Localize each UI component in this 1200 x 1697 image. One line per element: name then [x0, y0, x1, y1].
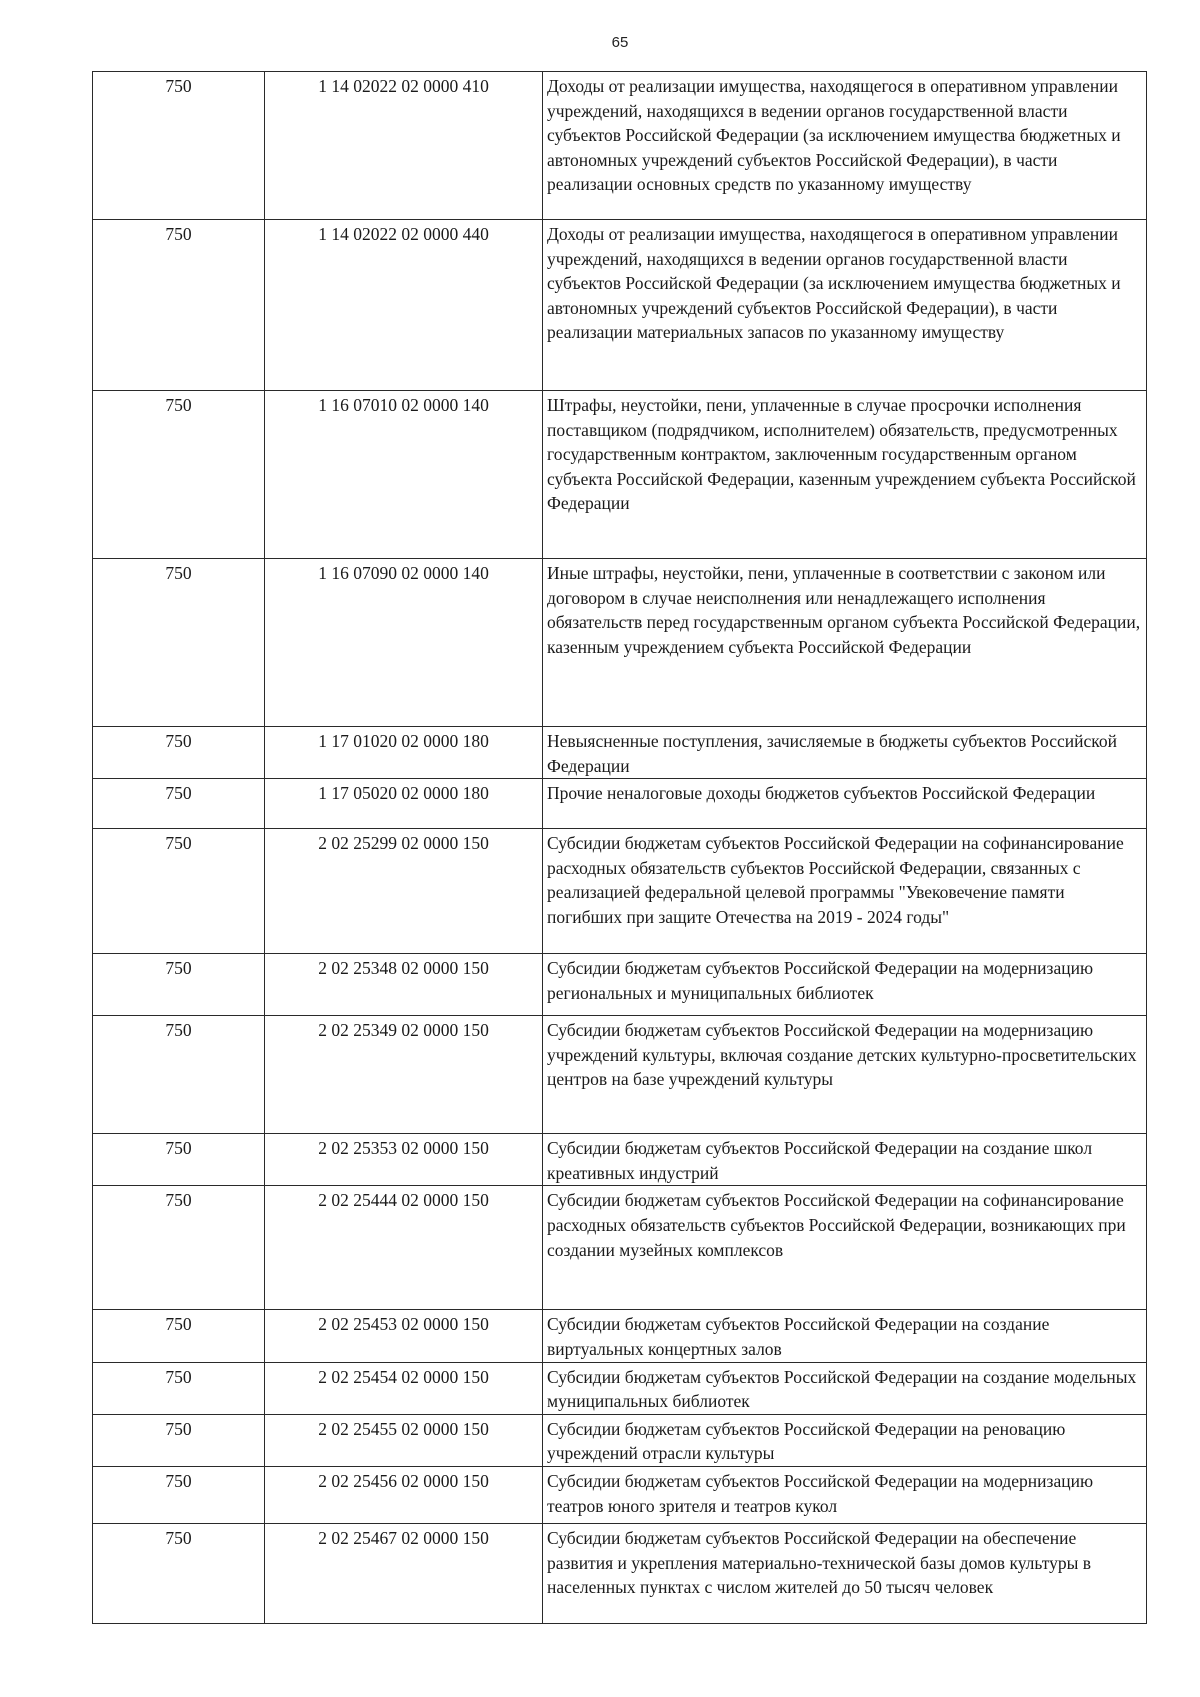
- table-row: [93, 1523, 1147, 1623]
- income-name-cell: Прочие неналоговые доходы бюджетов субъектов Российской Федерации: [543, 779, 1147, 829]
- budget-code-cell: 1 17 05020 02 0000 180: [265, 779, 543, 829]
- budget-code-cell: 2 02 25348 02 0000 150: [265, 954, 543, 1016]
- income-name-cell: Субсидии бюджетам субъектов Российской Федерации на софинансирование расходных обязательств субъектов Российской Федерации, связанных с реализацией федеральной целевой программы "Увековечение памяти погибших при защите Отечества на 2019 - 2024 годы": [543, 829, 1147, 954]
- admin-code-cell: 750: [93, 1186, 265, 1310]
- admin-code-cell: 750: [93, 779, 265, 829]
- income-name-cell: Иные штрафы, неустойки, пени, уплаченные в соответствии с законом или договором в случае неисполнения или ненадлежащего исполнения обязательств перед государственным органом субъекта Российской Федерации, казенным учреждением субъекта Российской Федерации: [543, 559, 1147, 727]
- income-name-cell: Субсидии бюджетам субъектов Российской Федерации на создание школ креативных индустрий: [543, 1134, 1147, 1186]
- budget-codes-table: [92, 71, 1147, 1624]
- income-name-cell: Штрафы, неустойки, пени, уплаченные в случае просрочки исполнения поставщиком (подрядчиком, исполнителем) обязательств, предусмотренных государственным контрактом, заключенным государственным органом субъекта Российской Федерации, казенным учреждением субъекта Российской Федерации: [543, 391, 1147, 559]
- budget-code-cell: 2 02 25453 02 0000 150: [265, 1310, 543, 1362]
- table-row: [93, 779, 1147, 829]
- table-row: [93, 1186, 1147, 1310]
- budget-code-cell: 2 02 25456 02 0000 150: [265, 1466, 543, 1523]
- admin-code-cell: 750: [93, 829, 265, 954]
- admin-code-cell: 750: [93, 727, 265, 779]
- table-row: [93, 1414, 1147, 1466]
- admin-code-cell: 750: [93, 220, 265, 391]
- page-number: 65: [611, 34, 629, 51]
- budget-code-cell: 1 16 07010 02 0000 140: [265, 391, 543, 559]
- admin-code-cell: 750: [93, 559, 265, 727]
- income-name-cell: Субсидии бюджетам субъектов Российской Федерации на модернизацию театров юного зрителя и театров кукол: [543, 1466, 1147, 1523]
- admin-code-cell: 750: [93, 72, 265, 220]
- admin-code-cell: 750: [93, 1134, 265, 1186]
- budget-code-cell: 1 14 02022 02 0000 410: [265, 72, 543, 220]
- table-row: [93, 220, 1147, 391]
- income-name-cell: Субсидии бюджетам субъектов Российской Федерации на модернизацию учреждений культуры, включая создание детских культурно-просветительских центров на базе учреждений культуры: [543, 1016, 1147, 1134]
- table-row: [93, 1016, 1147, 1134]
- income-name-cell: Субсидии бюджетам субъектов Российской Федерации на создание виртуальных концертных залов: [543, 1310, 1147, 1362]
- income-name-cell: Субсидии бюджетам субъектов Российской Федерации на обеспечение развития и укрепления материально-технической базы домов культуры в населенных пунктах с числом жителей до 50 тысяч человек: [543, 1523, 1147, 1623]
- admin-code-cell: 750: [93, 954, 265, 1016]
- admin-code-cell: 750: [93, 391, 265, 559]
- income-name-cell: Субсидии бюджетам субъектов Российской Федерации на софинансирование расходных обязательств субъектов Российской Федерации, возникающих при создании музейных комплексов: [543, 1186, 1147, 1310]
- budget-code-cell: 2 02 25349 02 0000 150: [265, 1016, 543, 1134]
- admin-code-cell: 750: [93, 1523, 265, 1623]
- table-row: [93, 954, 1147, 1016]
- income-name-cell: Невыясненные поступления, зачисляемые в бюджеты субъектов Российской Федерации: [543, 727, 1147, 779]
- admin-code-cell: 750: [93, 1414, 265, 1466]
- income-name-cell: Субсидии бюджетам субъектов Российской Федерации на создание модельных муниципальных библиотек: [543, 1362, 1147, 1414]
- budget-code-cell: 1 16 07090 02 0000 140: [265, 559, 543, 727]
- budget-code-cell: 2 02 25454 02 0000 150: [265, 1362, 543, 1414]
- budget-code-cell: 2 02 25467 02 0000 150: [265, 1523, 543, 1623]
- budget-code-cell: 2 02 25299 02 0000 150: [265, 829, 543, 954]
- income-name-cell: Субсидии бюджетам субъектов Российской Федерации на модернизацию региональных и муниципальных библиотек: [543, 954, 1147, 1016]
- table-row: [93, 1134, 1147, 1186]
- budget-code-cell: 1 17 01020 02 0000 180: [265, 727, 543, 779]
- table-row: [93, 1310, 1147, 1362]
- admin-code-cell: 750: [93, 1362, 265, 1414]
- table-row: [93, 1466, 1147, 1523]
- budget-code-cell: 2 02 25353 02 0000 150: [265, 1134, 543, 1186]
- budget-code-cell: 2 02 25444 02 0000 150: [265, 1186, 543, 1310]
- admin-code-cell: 750: [93, 1016, 265, 1134]
- table-row: [93, 391, 1147, 559]
- budget-code-cell: 1 14 02022 02 0000 440: [265, 220, 543, 391]
- admin-code-cell: 750: [93, 1466, 265, 1523]
- table-row: [93, 1362, 1147, 1414]
- table-row: [93, 559, 1147, 727]
- income-name-cell: Субсидии бюджетам субъектов Российской Федерации на реновацию учреждений отрасли культуры: [543, 1414, 1147, 1466]
- table-row: [93, 727, 1147, 779]
- income-name-cell: Доходы от реализации имущества, находящегося в оперативном управлении учреждений, находящихся в ведении органов государственной власти субъектов Российской Федерации (за исключением имущества бюджетных и автономных учреждений субъектов Российской Федерации), в части реализации основных средств по указанному имуществу: [543, 72, 1147, 220]
- budget-code-cell: 2 02 25455 02 0000 150: [265, 1414, 543, 1466]
- table-row: [93, 72, 1147, 220]
- admin-code-cell: 750: [93, 1310, 265, 1362]
- table-row: [93, 829, 1147, 954]
- income-name-cell: Доходы от реализации имущества, находящегося в оперативном управлении учреждений, находящихся в ведении органов государственной власти субъектов Российской Федерации (за исключением имущества бюджетных и автономных учреждений субъектов Российской Федерации), в части реализации материальных запасов по указанному имуществу: [543, 220, 1147, 391]
